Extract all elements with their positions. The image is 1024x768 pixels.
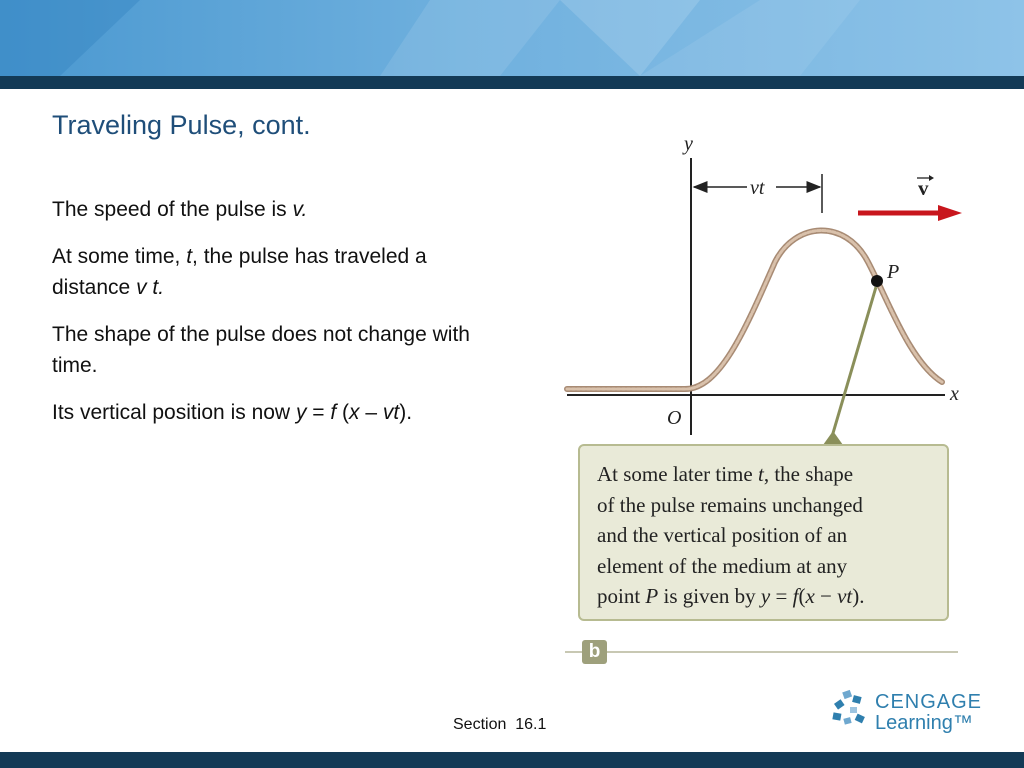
point-p-label: P [887, 261, 900, 283]
distance-label: vt [750, 177, 765, 199]
pulse-rope-texture [567, 230, 942, 389]
caption-line-3: and the vertical position of an [597, 523, 848, 547]
caption-leader-tip [823, 431, 843, 445]
section-label: Section 16.1 [453, 716, 547, 733]
panel-label-b: b [582, 640, 607, 664]
figure-caption [578, 444, 949, 621]
point-p-marker [871, 275, 883, 287]
bullet-distance: At some time, t, the pulse has traveled a distance v t. [52, 245, 427, 299]
logo-text-learning: Learning™ [875, 712, 973, 734]
x-axis-label: x [950, 383, 959, 405]
velocity-arrow-head [938, 205, 962, 221]
caption-line-1: At some later time t, the shape [597, 462, 854, 486]
velocity-label: v [918, 176, 929, 200]
bullet-list [52, 194, 502, 444]
bullet-position: Its vertical position is now y = f (x – vt). [52, 401, 413, 424]
bullet-shape: The shape of the pulse does not change with time. [52, 323, 470, 377]
origin-label: O [667, 407, 682, 429]
caption-line-4: element of the medium at any [597, 553, 848, 578]
header-stripe [0, 76, 1024, 89]
caption-leader-line [831, 287, 876, 440]
y-axis-label: y [684, 133, 693, 155]
caption-line-5: point P is given by y = f(x − vt). [597, 584, 865, 608]
bullet-speed: The speed of the pulse is v. [52, 198, 308, 221]
cengage-logo-icon [830, 688, 872, 730]
caption-line-2: of the pulse remains unchanged [597, 492, 863, 517]
logo-text-cengage: CENGAGE [875, 691, 983, 713]
velocity-vector-tip [929, 175, 934, 181]
slide-title: Traveling Pulse, cont. [52, 110, 311, 140]
header-banner [0, 0, 1024, 76]
footer-stripe [0, 752, 1024, 768]
banner-facets [0, 0, 1024, 76]
